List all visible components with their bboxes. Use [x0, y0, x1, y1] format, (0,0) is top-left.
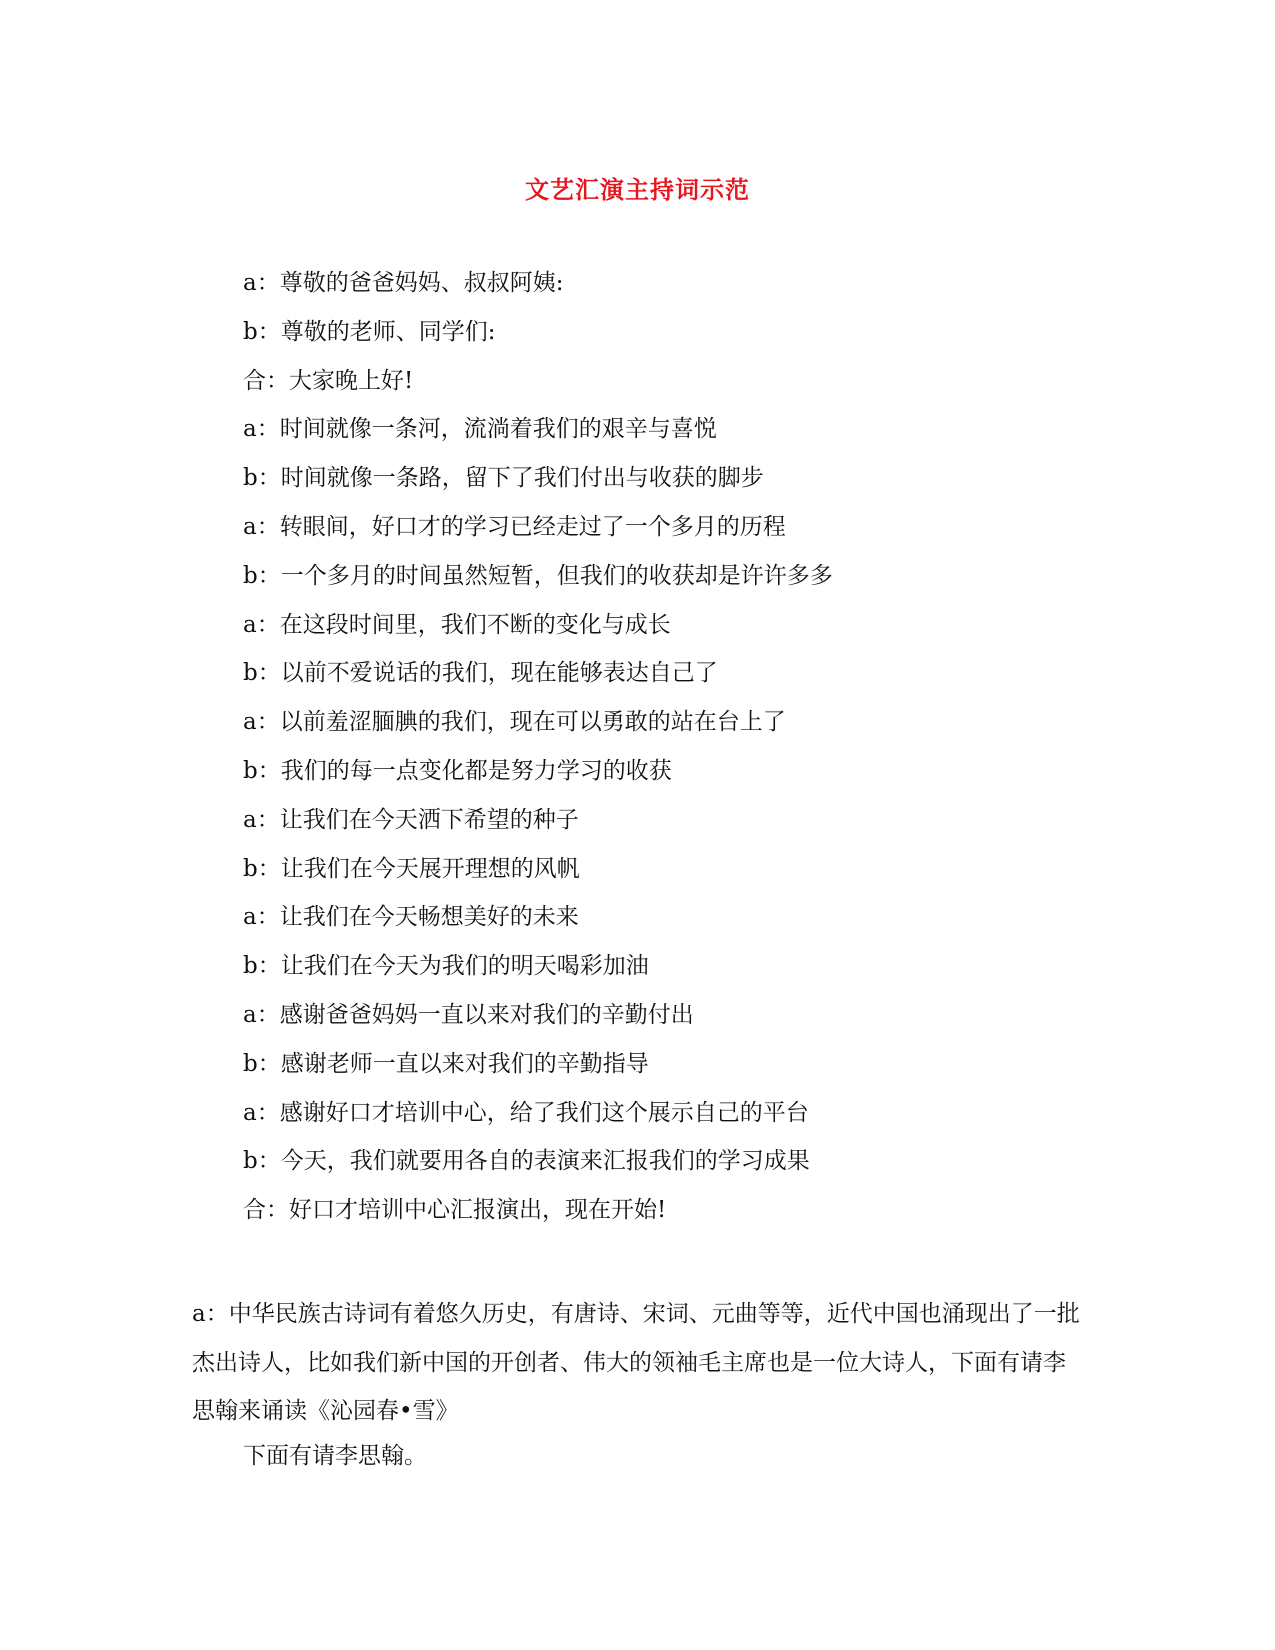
dialogue-line: [243, 1000, 833, 1049]
dialogue-speaker: a: [243, 1001, 257, 1028]
dialogue-line: [243, 414, 833, 463]
dialogue-line: [243, 658, 833, 707]
dialogue-speaker: a: [243, 611, 257, 638]
dialogue-text: 以前不爱说话的我们，现在能够表达自己了: [280, 660, 718, 687]
dialogue-separator: ：: [257, 757, 281, 784]
closing-line: 下面有请李思翰。: [243, 1443, 427, 1469]
dialogue-text: 好口才培训中心汇报演出，现在开始!: [289, 1197, 667, 1224]
dialogue-speaker: b: [243, 757, 258, 784]
dialogue-separator: ：: [266, 1197, 289, 1224]
dialogue-line: [243, 561, 833, 610]
dialogue-speaker: b: [243, 1050, 258, 1077]
dialogue-text: 让我们在今天畅想美好的未来: [279, 904, 579, 931]
paragraph-text: 中华民族古诗词有着悠久历史，有唐诗、宋词、元曲等等，近代中国也涌现出了一批杰出诗人，比如我们新中国的开创者、伟大的领袖毛主席也是一位大诗人，下面有请李思翰来诵读《沁园春•雪》: [192, 1301, 1080, 1424]
dialogue-text: 我们的每一点变化都是努力学习的收获: [280, 757, 672, 784]
dialogue-speaker: 合: [243, 1197, 266, 1224]
dialogue-line: [243, 1146, 833, 1195]
dialogue-text: 感谢爸爸妈妈一直以来对我们的辛勤付出: [279, 1001, 694, 1028]
dialogue-text: 尊敬的老师、同学们:: [280, 318, 496, 345]
dialogue-line: [243, 902, 833, 951]
dialogue-line: [243, 463, 833, 512]
dialogue-text: 以前羞涩腼腆的我们，现在可以勇敢的站在台上了: [279, 709, 786, 736]
dialogue-text: 让我们在今天展开理想的风帆: [280, 855, 580, 882]
dialogue-line: [243, 1098, 833, 1147]
dialogue-text: 今天，我们就要用各自的表演来汇报我们的学习成果: [280, 1148, 810, 1175]
dialogue-speaker: a: [243, 904, 257, 931]
dialogue-speaker: 合: [243, 367, 266, 394]
dialogue-separator: ：: [257, 318, 281, 345]
dialogue-speaker: b: [243, 1148, 258, 1175]
dialogue-text: 让我们在今天洒下希望的种子: [279, 806, 579, 833]
dialogue-separator: ：: [256, 611, 280, 638]
dialogue-separator: ：: [256, 270, 280, 296]
dialogue-speaker: b: [243, 562, 258, 589]
dialogue-text: 转眼间，好口才的学习已经走过了一个多月的历程: [279, 513, 786, 540]
dialogue-speaker: a: [243, 513, 257, 540]
dialogue-separator: ：: [256, 416, 280, 443]
dialogue-text: 感谢老师一直以来对我们的辛勤指导: [280, 1050, 649, 1077]
dialogue-separator: ：: [256, 806, 280, 833]
dialogue-speaker: b: [243, 465, 258, 492]
dialogue-line: [243, 805, 833, 854]
dialogue-speaker: b: [243, 855, 258, 882]
dialogue-text: 一个多月的时间虽然短暂，但我们的收获却是许许多多: [280, 562, 833, 589]
dialogue-separator: ：: [256, 513, 280, 540]
dialogue-list: [243, 268, 833, 1244]
dialogue-line: [243, 512, 833, 561]
dialogue-separator: ：: [257, 1148, 281, 1175]
dialogue-line: [243, 366, 833, 415]
dialogue-line: [243, 707, 833, 756]
dialogue-line: [243, 268, 833, 317]
dialogue-line: [243, 317, 833, 366]
dialogue-line: [243, 610, 833, 659]
dialogue-separator: ：: [257, 953, 281, 980]
dialogue-text: 时间就像一条路，留下了我们付出与收获的脚步: [280, 465, 764, 492]
dialogue-line: [243, 951, 833, 1000]
dialogue-separator: ：: [257, 465, 281, 492]
dialogue-text: 感谢好口才培训中心，给了我们这个展示自己的平台: [279, 1099, 809, 1126]
dialogue-text: 尊敬的爸爸妈妈、叔叔阿姨:: [279, 270, 564, 296]
dialogue-separator: ：: [256, 1001, 280, 1028]
dialogue-speaker: a: [243, 709, 257, 736]
dialogue-separator: ：: [256, 709, 280, 736]
dialogue-speaker: b: [243, 953, 258, 980]
dialogue-line: [243, 1049, 833, 1098]
dialogue-text: 让我们在今天为我们的明天喝彩加油: [280, 953, 649, 980]
dialogue-speaker: a: [243, 806, 257, 833]
dialogue-separator: ：: [256, 904, 280, 931]
dialogue-speaker: a: [243, 270, 257, 296]
dialogue-line: [243, 1195, 833, 1244]
dialogue-speaker: b: [243, 660, 258, 687]
paragraph-speaker: a: [192, 1301, 206, 1327]
dialogue-text: 大家晚上好!: [289, 367, 414, 394]
dialogue-separator: ：: [257, 562, 281, 589]
dialogue-separator: ：: [257, 660, 281, 687]
document-title: 文艺汇演主持词示范: [525, 175, 750, 204]
dialogue-separator: ：: [257, 1050, 281, 1077]
dialogue-text: 时间就像一条河，流淌着我们的艰辛与喜悦: [279, 416, 717, 443]
dialogue-separator: ：: [256, 1099, 280, 1126]
dialogue-separator: ：: [257, 855, 281, 882]
paragraph-separator: ：: [205, 1301, 229, 1327]
dialogue-line: [243, 756, 833, 805]
dialogue-speaker: a: [243, 416, 257, 443]
dialogue-text: 在这段时间里，我们不断的变化与成长: [279, 611, 671, 638]
dialogue-separator: ：: [266, 367, 289, 394]
dialogue-speaker: a: [243, 1099, 257, 1126]
dialogue-speaker: b: [243, 318, 258, 345]
dialogue-line: [243, 854, 833, 903]
intro-paragraph: [192, 1290, 1082, 1436]
